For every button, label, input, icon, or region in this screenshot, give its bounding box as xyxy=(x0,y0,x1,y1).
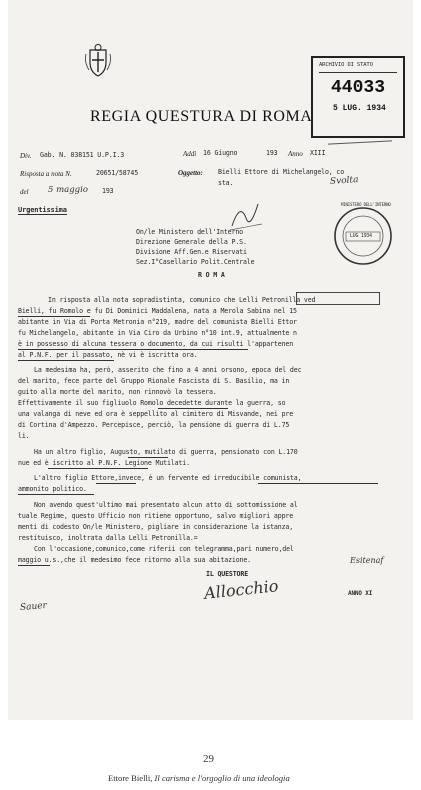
archive-stamp-number: 44033 xyxy=(331,78,386,98)
body-line: L'altro figlio Ettore,invece, è un fervente ed irreducibile comunista, xyxy=(34,474,302,482)
body-line: nue ed è iscritto al P.N.F. Legione Mutilati. xyxy=(18,459,190,467)
anno-stamp: ANNO XI xyxy=(348,590,373,597)
body-line: fu Michelangelo, abitante in Via Ciro da Urbino n°10 int.9, attualmente n xyxy=(18,329,297,337)
body-line: maggio u.s.,che il medesimo fece ritorno alla sua abitazione. xyxy=(18,556,252,564)
handwritten-initials: Esitenaf xyxy=(350,556,384,565)
caption-title: Il carisma e l'orgoglio di una ideologia xyxy=(154,773,290,783)
anno-value: XIII xyxy=(310,149,326,157)
oggetto-label: Oggetto: xyxy=(178,169,203,177)
body-line: li. xyxy=(18,432,30,440)
book-caption xyxy=(108,773,290,783)
body-line: In risposta alla nota sopradistinta, comunico che Lelli Petronilla ved xyxy=(48,296,316,304)
underline xyxy=(258,483,378,484)
body-line: Bielli, fu Romolo e fu Di Dominici Maddalena, nata a Merola Sabina nel 15 xyxy=(18,307,297,315)
addressee-line-1: On/le Ministero dell'Interno xyxy=(136,228,243,236)
coat-of-arms-icon xyxy=(84,44,112,78)
body-line: abitante in Via di Porta Metronia n°219, madre del comunista Bielli Ettor xyxy=(18,318,297,326)
oggetto-value-2: sta. xyxy=(218,179,234,187)
underline xyxy=(18,565,50,566)
body-line: una valanga di neve ed ora è seppellito al cimitero di Misvande, nei pre xyxy=(18,410,294,418)
underline xyxy=(96,483,136,484)
risposta-label: Risposta a nota N. xyxy=(20,170,72,178)
underline xyxy=(158,408,228,409)
addressee-line-4: Sez.I°Casellario Polit.Centrale xyxy=(136,258,255,266)
addressee-line-2: Direzione Generale della P.S. xyxy=(136,238,247,246)
underline xyxy=(48,468,148,469)
div-value: Gab. N. 038151 U.P.I.3 xyxy=(40,151,125,159)
archive-stamp-header: ARCHIVIO DI STATO xyxy=(319,62,373,68)
round-stamp-date: LUG 1934 xyxy=(350,234,372,239)
body-line: al P.N.F. per il passato, nè vi è iscritta ora. xyxy=(18,351,198,359)
addi-label: Addì xyxy=(183,150,197,158)
addressee-line-3: Divisione Aff.Gen.e Riservati xyxy=(136,248,247,256)
underline xyxy=(128,457,168,458)
body-line: Effettivamente il suo figliuolo Romolo decedette durante la guerra, so xyxy=(18,399,286,407)
addi-value: 16 Giugno xyxy=(203,149,238,157)
round-stamp-text: MINISTERO DELL'INTERNO xyxy=(341,202,391,207)
page-number: 29 xyxy=(203,753,214,765)
body-line: La medesima ha, però, asserito che fino a 4 anni orsono, epoca del dec xyxy=(34,366,302,374)
addressee-city: R O M A xyxy=(198,271,225,279)
archive-stamp-date: 5 LUG. 1934 xyxy=(333,104,386,113)
scanned-document xyxy=(8,0,413,720)
addi-year: 193 xyxy=(266,149,278,157)
signature-label: IL QUESTORE xyxy=(206,570,249,578)
body-line: Non avendo quest'ultimo mai presentato alcun atto di sottomissione al xyxy=(34,501,298,509)
body-line: ammonito politico. xyxy=(18,485,87,493)
body-line: Con l'occasione,comunico,come riferii con telegramma,pari numero,del xyxy=(34,545,294,553)
underline xyxy=(18,316,90,317)
stamp-line xyxy=(328,140,392,144)
body-line: tuale Regime, questo Ufficio non ritiene opportuno, salvo migliori appre xyxy=(18,512,294,520)
stamp-divider xyxy=(319,72,397,73)
anno-label: Anno xyxy=(288,150,303,158)
body-line: del marito, fece parte del Gruppo Rionale Fascista di S. Basilio, ma in xyxy=(18,377,290,385)
caption-author: Ettore Bielli, xyxy=(108,773,155,783)
del-label: del xyxy=(20,188,29,196)
name-highlight-box xyxy=(298,294,378,303)
oggetto-value: Bielli Ettore di Michelangelo, co xyxy=(218,168,345,176)
underline xyxy=(18,494,94,495)
urgency-note: Urgentissima xyxy=(18,206,67,214)
body-line: è in possesso di alcuna tessera o documento, da cui risulti l'appartenen xyxy=(18,340,294,348)
del-year: 193 xyxy=(102,187,114,195)
document-title: REGIA QUESTURA DI ROMA xyxy=(90,108,313,125)
handwritten-annotation: Svolta xyxy=(329,175,359,187)
body-line: Ha un altro figlio, Augusto, mutilato di guerra, pensionato con L.170 xyxy=(34,448,298,456)
body-line: guito alla morte del marito, non rinnovò la tessera. xyxy=(18,388,217,396)
body-line: di Cortina d'Ampezzo. Percepisce, perciò, la pensione di guerra di L.75 xyxy=(18,421,290,429)
underline xyxy=(18,349,248,350)
body-line: menti di codesto On/le Ministero, pigliare in considerazione la istanza, xyxy=(18,523,294,531)
archive-stamp xyxy=(311,56,405,138)
risposta-value: 20651/58745 xyxy=(96,169,139,177)
div-label: Div. xyxy=(20,152,32,160)
signature: Allocchio xyxy=(203,576,280,603)
body-line: restituisco, inoltrata dalla Lelli Petronilla.= xyxy=(18,534,198,542)
del-value: 5 maggio xyxy=(48,185,88,195)
handwritten-mark-bottom: Sauer xyxy=(19,600,48,614)
underline xyxy=(18,360,114,361)
